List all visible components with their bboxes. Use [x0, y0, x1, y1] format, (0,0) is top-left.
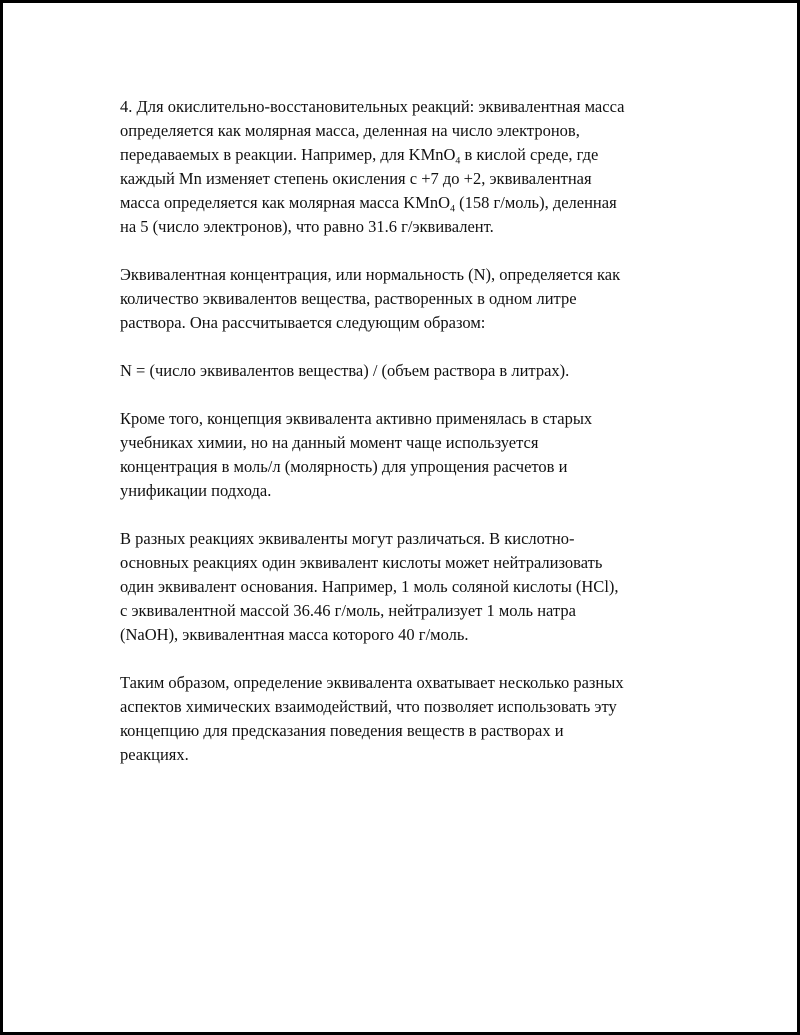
- text-line: (NaOH), эквивалентная масса которого 40 г/моль.: [120, 625, 469, 644]
- paragraph-formula: [120, 359, 700, 383]
- text-line: концентрация в моль/л (молярность) для упрощения расчетов и: [120, 457, 568, 476]
- text-line: каждый Mn изменяет степень окисления с +7 до +2, эквивалентная: [120, 169, 592, 188]
- paragraph-history: [120, 407, 700, 503]
- text-line: концепцию для предсказания поведения веществ в растворах и: [120, 721, 564, 740]
- text-line: N = (число эквивалентов вещества) / (объем раствора в литрах).: [120, 361, 570, 380]
- paragraph-conclusion: [120, 671, 700, 767]
- text-line: унификации подхода.: [120, 481, 272, 500]
- subscript: 4: [455, 155, 461, 167]
- text-line: учебниках химии, но на данный момент чаще используется: [120, 433, 539, 452]
- paragraph-acid-base: [120, 527, 700, 647]
- text-line: в кислой среде, где: [460, 145, 599, 164]
- paragraph-redox-equivalent: [120, 95, 700, 239]
- text-line: определяется как молярная масса, деленная на число электронов,: [120, 121, 580, 140]
- text-line: количество эквивалентов вещества, растворенных в одном литре: [120, 289, 577, 308]
- text-line: 4. Для окислительно-восстановительных реакций: эквивалентная масса: [120, 97, 625, 116]
- text-line: Эквивалентная концентрация, или нормальность (N), определяется как: [120, 265, 621, 284]
- text-line: В разных реакциях эквиваленты могут различаться. В кислотно-: [120, 529, 575, 548]
- subscript: 4: [450, 203, 455, 215]
- text-line: один эквивалент основания. Например, 1 моль соляной кислоты (HCl),: [120, 577, 619, 596]
- text-line: с эквивалентной массой 36.46 г/моль, нейтрализует 1 моль натра: [120, 601, 576, 620]
- paragraph-normality: [120, 263, 700, 335]
- text-line: Таким образом, определение эквивалента охватывает несколько разных: [120, 673, 624, 692]
- text-line: передаваемых в реакции. Например, для KMnO: [120, 145, 456, 164]
- text-line: аспектов химических взаимодействий, что позволяет использовать эту: [120, 697, 617, 716]
- text-line: на 5 (число электронов), что равно 31.6 г/эквивалент.: [120, 217, 494, 236]
- text-line: Кроме того, концепция эквивалента активно применялась в старых: [120, 409, 593, 428]
- text-line: основных реакциях один эквивалент кислоты может нейтрализовать: [120, 553, 603, 572]
- document-body: [120, 95, 700, 791]
- text-line: раствора. Она рассчитывается следующим образом:: [120, 313, 486, 332]
- text-line: масса определяется как молярная масса KMnO: [120, 193, 451, 212]
- text-line: (158 г/моль), деленная: [455, 193, 617, 212]
- text-line: реакциях.: [120, 745, 189, 764]
